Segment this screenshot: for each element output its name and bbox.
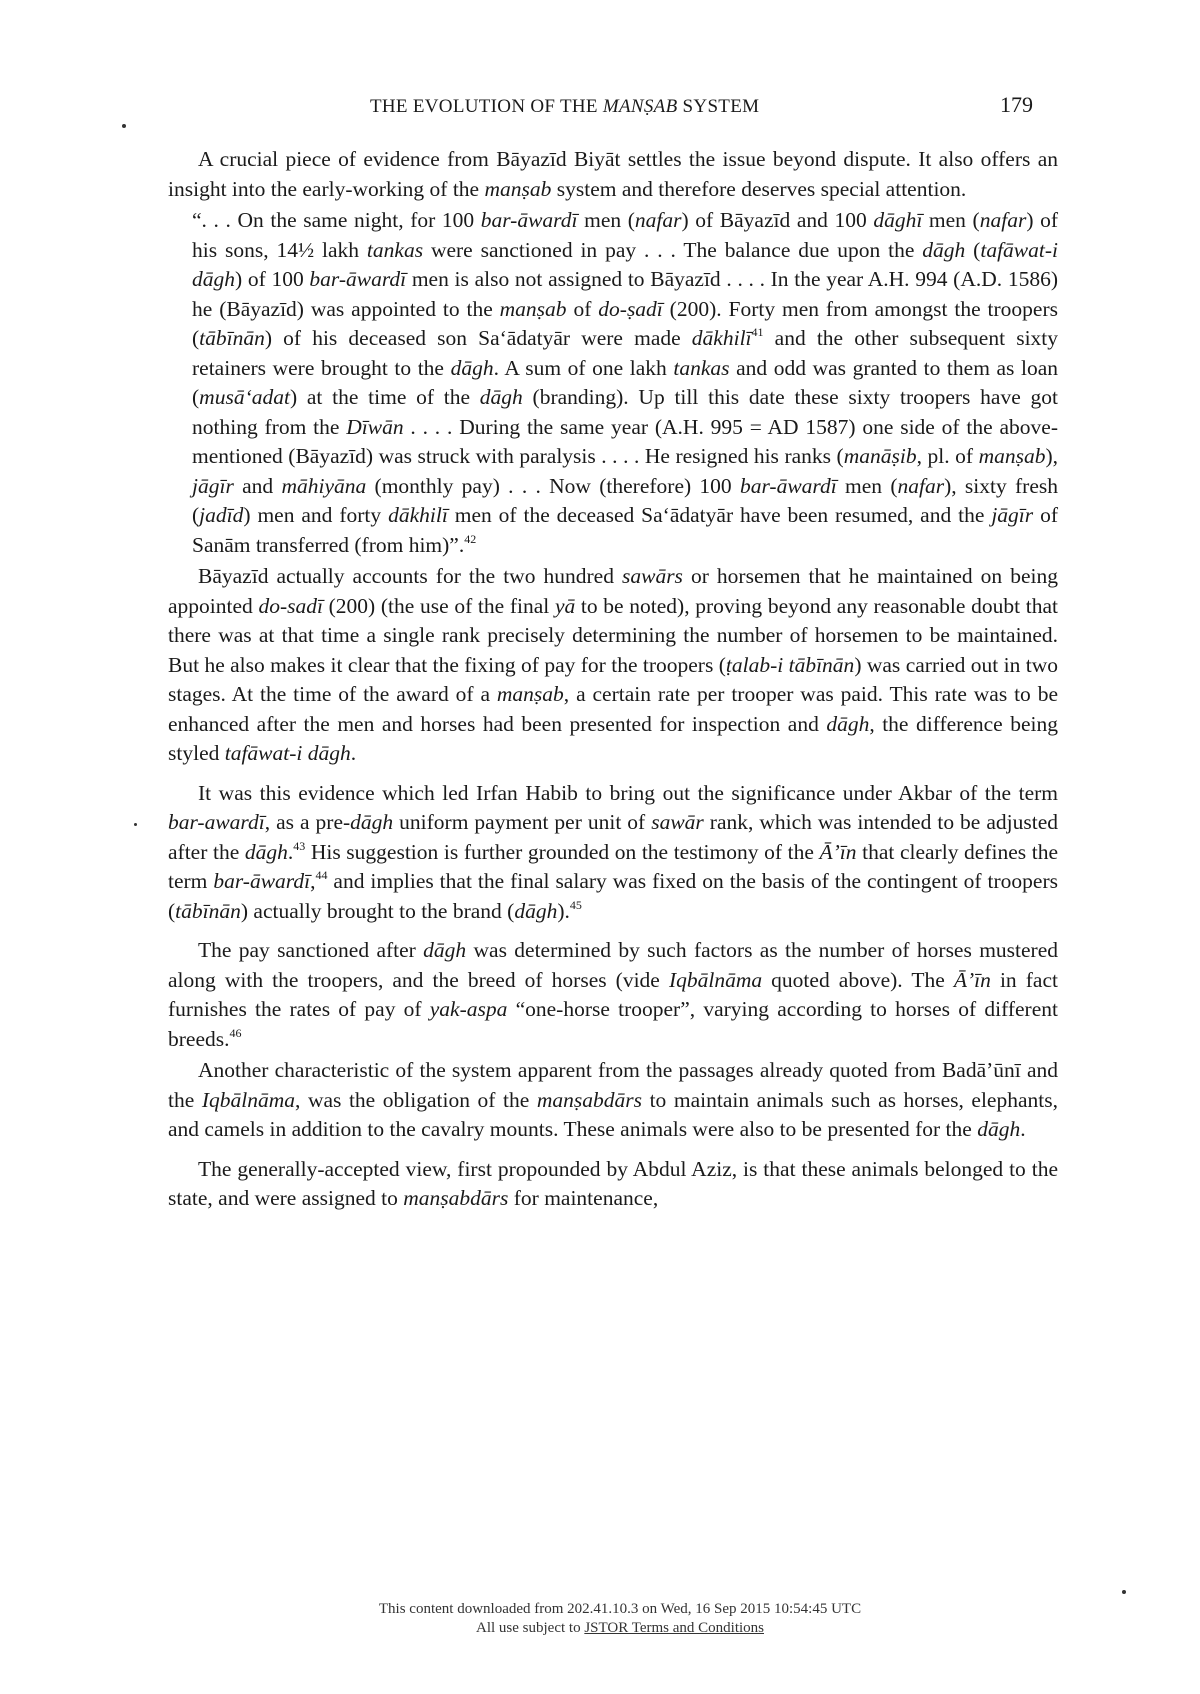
italic-term: tafāwat-i dāgh	[192, 237, 1058, 291]
italic-term: manṣab	[499, 296, 567, 321]
text-run: ,	[310, 869, 316, 893]
download-notice	[250, 1600, 990, 1638]
text-run: (branding). Up till this date these sixty troopers have got nothing from the	[192, 385, 1058, 439]
italic-term: jāgīr	[192, 473, 234, 498]
italic-term: tābīnān	[175, 898, 241, 923]
running-head-text: THE EVOLUTION OF THE	[370, 96, 603, 117]
text-run: His suggestion is further grounded on the testimony of the	[305, 839, 820, 864]
text-run: . . . . During the same year (A.H. 995 = AD 1587) one side of the above-mentioned (Bāyazīd) was struck with paralysis . . . . He resigned his ranks (	[192, 414, 1058, 468]
italic-term: dāgh	[977, 1117, 1021, 1141]
text-run: men is also not assigned to Bāyazīd . . . . In the year A.H. 994 (A.D. 1586) he (Bāyazīd) was appointed to the	[192, 267, 1058, 321]
italic-term: Ā’īn	[819, 839, 857, 864]
italic-term: Iqbālnāma	[668, 967, 763, 992]
italic-term: dāgh	[350, 810, 394, 834]
italic-term: manṣabdārs	[536, 1087, 642, 1112]
footnote-ref: 46	[229, 1025, 242, 1040]
text-run: ) was carried out in two stages. At the time of the award of a	[168, 652, 1058, 706]
italic-term: dāgh	[423, 938, 467, 962]
text-run: .	[1020, 1117, 1026, 1141]
italic-term: bar-āwardī	[309, 267, 407, 291]
italic-term: manṣab	[496, 682, 564, 706]
article-body	[168, 145, 1058, 1214]
text-run: that clearly defines the term	[168, 839, 1058, 893]
footnote-ref: 42	[464, 531, 477, 546]
italic-term: do-ṣadī	[598, 296, 663, 321]
page-number: 179	[1000, 92, 1033, 117]
italic-term: sawārs	[621, 564, 683, 588]
text-run: The pay sanctioned after	[198, 938, 424, 962]
italic-term: bar-āwardī	[480, 208, 578, 232]
text-run: men (	[922, 208, 980, 232]
text-run: A crucial piece of evidence from Bāyazīd Biyāt settles the issue beyond dispute. It also offers an insight into the early-working of the	[168, 147, 1058, 201]
footnote-ref: 44	[315, 868, 328, 882]
paragraph	[168, 1155, 1058, 1214]
text-run: and implies that the final salary was fixed on the basis of the contingent of troopers (	[168, 869, 1058, 923]
paragraph	[168, 779, 1058, 927]
text-run: , a certain rate per trooper was paid. This rate was to be enhanced after the men and horses had been presented for inspection and	[168, 682, 1058, 736]
italic-term: bar-awardī	[168, 810, 265, 834]
italic-term: musā‘adat	[199, 385, 290, 409]
text-run: to maintain animals such as horses, elephants, and camels in addition to the cavalry mounts. These animals were also to be presented for the	[168, 1087, 1058, 1141]
paragraph	[168, 936, 1058, 1054]
text-run: “one-horse trooper”, varying according to horses of different breeds.	[168, 997, 1058, 1051]
text-run: (	[965, 237, 981, 262]
italic-term: dāghī	[873, 208, 923, 232]
speck-mark	[1122, 1590, 1126, 1594]
text-run: system and therefore deserves special attention.	[551, 176, 967, 201]
italic-term: Dīwān	[346, 414, 404, 439]
italic-term: tābīnān	[199, 326, 265, 350]
text-run: , the difference being styled	[168, 711, 1058, 765]
italic-term: manāṣib	[843, 444, 917, 468]
paragraph	[168, 1056, 1058, 1145]
text-run: rank, which was intended to be adjusted after the	[168, 810, 1058, 864]
terms-prefix: All use subject to	[476, 1620, 585, 1636]
text-run: , was the obligation of the	[295, 1087, 537, 1112]
italic-term: ṭalab-i tābīnān	[725, 652, 855, 677]
italic-term: dāgh	[514, 898, 558, 923]
paragraph	[168, 145, 1058, 204]
text-run: , pl. of	[916, 444, 979, 468]
text-run: men (	[577, 208, 635, 232]
italic-term: dāgh	[450, 355, 494, 380]
running-head-italic: MANṢAB	[602, 96, 678, 117]
text-run: ) of 100	[235, 267, 310, 291]
text-run: The generally-accepted view, first propounded by Abdul Aziz, is that these animals belonged to the state, and were assigned to	[168, 1156, 1058, 1210]
text-run: ) of his sons, 14½ lakh	[192, 208, 1058, 262]
text-run: (200). Forty men from amongst the troopers (	[192, 296, 1058, 350]
italic-term: jadīd	[199, 503, 244, 527]
text-run: (200) (the use of the final	[322, 593, 555, 618]
footnote-ref: 45	[569, 897, 582, 912]
italic-term: Ā’īn	[953, 967, 991, 992]
italic-term: sawār	[651, 810, 704, 834]
text-run: It was this evidence which led Irfan Habib to bring out the significance under Akbar of the term	[198, 780, 1058, 805]
italic-term: tankas	[366, 237, 424, 262]
running-head	[370, 96, 759, 118]
text-run: (monthly pay) . . . Now (therefore) 100	[366, 473, 740, 498]
text-run: . A sum of one lakh	[493, 355, 674, 380]
text-run: .	[350, 741, 357, 765]
text-run: Bāyazīd actually accounts for the two hundred	[198, 564, 622, 588]
text-run: men of the deceased Sa‘ādatyār have been resumed, and the	[447, 503, 992, 527]
text-run: Another characteristic of the system apparent from the passages already quoted from Badā’ūnī and the	[168, 1058, 1058, 1112]
italic-term: māhiyāna	[281, 473, 367, 498]
text-run: and the other subsequent sixty retainers were brought to the	[192, 326, 1059, 380]
speck-mark	[134, 823, 137, 826]
italic-term: nafar	[634, 208, 682, 232]
text-run: ), sixty fresh (	[192, 473, 1058, 527]
block-quote	[192, 206, 1058, 560]
terms-line	[250, 1619, 990, 1638]
italic-term: manṣabdārs	[403, 1186, 509, 1210]
italic-term: dākhilī	[691, 326, 752, 350]
text-run: for maintenance,	[508, 1186, 659, 1210]
text-run: and odd was granted to them as loan (	[192, 355, 1059, 409]
italic-term: jāgīr	[991, 503, 1034, 527]
italic-term: nafar	[897, 473, 945, 498]
text-run: .	[287, 839, 294, 864]
footnote-ref: 43	[293, 838, 306, 853]
text-run: men (	[836, 473, 898, 498]
italic-term: nafar	[979, 208, 1027, 232]
italic-term: do-sadī	[258, 593, 323, 618]
text-run: of Sanām transferred (from him)”.	[192, 503, 1058, 557]
text-run: ) men and forty	[243, 503, 389, 527]
text-run: to be noted), proving beyond any reasonable doubt that there was at that time a single rank precisely determining the number of horsemen to be maintained. But he also makes it clear that the fixing of pay for the troopers (	[168, 593, 1058, 677]
text-run: of	[566, 296, 599, 321]
text-run: ) of his deceased son Sa‘ādatyār were made	[264, 326, 692, 350]
text-run: quoted above). The	[762, 967, 954, 992]
speck-mark	[122, 124, 126, 128]
italic-term: Iqbālnāma	[201, 1087, 296, 1112]
italic-term: tankas	[673, 355, 730, 380]
italic-term: dāgh	[826, 711, 870, 736]
italic-term: manṣab	[978, 444, 1046, 468]
text-run: or horsemen that he maintained on being appointed	[168, 564, 1058, 618]
text-run: ),	[1045, 444, 1059, 468]
text-run: , as a pre-	[264, 810, 351, 834]
text-run: in fact furnishes the rates of pay of	[168, 967, 1058, 1021]
text-run: were sanctioned in pay . . . The balance due upon the	[423, 237, 923, 262]
running-head-text-end: SYSTEM	[677, 96, 760, 117]
text-run: ).	[557, 898, 570, 923]
text-run: “. . . On the same night, for 100	[192, 208, 481, 232]
text-run: ) at the time of the	[289, 385, 480, 409]
italic-term: bar-āwardī	[213, 869, 311, 893]
italic-term: dākhilī	[388, 503, 448, 527]
download-notice-line: This content downloaded from 202.41.10.3 on Wed, 16 Sep 2015 10:54:45 UTC	[378, 1601, 862, 1617]
italic-term: yak-aspa	[429, 997, 508, 1021]
text-run: ) of Bāyazīd and 100	[681, 208, 874, 232]
footnote-ref: 41	[751, 325, 764, 339]
text-run: was determined by such factors as the number of horses mustered along with the troopers, and the breed of horses (vide	[168, 938, 1058, 992]
italic-term: manṣab	[484, 176, 552, 201]
paragraph	[168, 562, 1058, 769]
italic-term: dāgh	[244, 839, 288, 864]
text-run: and	[233, 473, 282, 498]
italic-term: dāgh	[922, 237, 966, 262]
italic-term: bar-āwardī	[739, 473, 837, 498]
italic-term: tafāwat-i dāgh	[224, 741, 351, 765]
text-run: ) actually brought to the brand (	[240, 898, 515, 923]
text-run: uniform payment per unit of	[393, 810, 652, 834]
italic-term: yā	[554, 593, 576, 618]
italic-term: dāgh	[479, 385, 523, 409]
jstor-terms-link[interactable]: JSTOR Terms and Conditions	[584, 1620, 764, 1636]
